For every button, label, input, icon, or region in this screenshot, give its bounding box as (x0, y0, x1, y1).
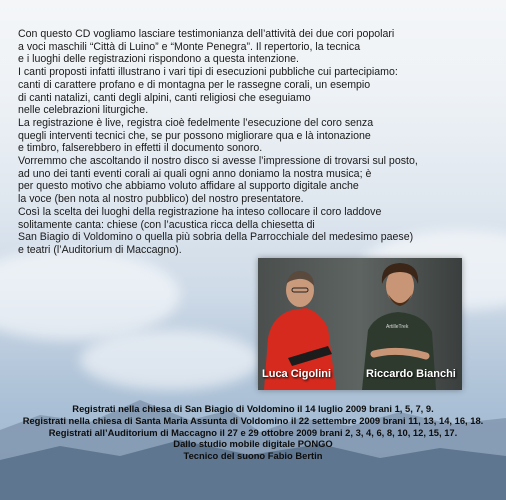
body-line: la voce (ben nota al nostro pubblico) del nostro presentatore. (18, 193, 304, 206)
cloud (0, 250, 180, 340)
body-line: per questo motivo che abbiamo voluto affidare al supporto digitale anche (18, 180, 359, 193)
body-line: I canti proposti infatti illustrano i vari tipi di esecuzioni pubbliche cui partecipiamo: (18, 66, 398, 79)
body-line: La registrazione è live, registra cioè fedelmente l’esecuzione del coro senza (18, 116, 374, 129)
body-line: di canti natalizi, canti degli alpini, canti religiosi che eseguiamo (18, 91, 311, 104)
credit-line: Registrati nella chiesa di San Biagio di Voldomino il 14 luglio 2009 brani 1, 5, 7, 9. (72, 403, 434, 414)
body-line: quegli interventi tecnici che, se pur possono migliorare qua e là intonazione (18, 129, 371, 142)
body-line: Vorremmo che ascoltando il nostro disco si avesse l’impressione di trovarsi sul posto, (18, 155, 418, 168)
shirt-print: ArtilleTrek (386, 324, 409, 330)
body-line: e i luoghi delle registrazioni rispondono a questa intenzione. (18, 53, 299, 66)
body-line: solitamente canta: chiese (con l’acustica ricca della chiesetta di (18, 218, 315, 231)
body-line: Così la scelta dei luoghi della registrazione ha inteso collocare il coro laddove (18, 205, 382, 218)
body-line: e teatri (l’Auditorium di Maccagno). (18, 243, 182, 256)
caption-left: Luca Cigolini (262, 368, 332, 380)
body-line: nelle celebrazioni liturgiche. (18, 104, 149, 117)
body-line: e timbro, falserebbero in effetti il documento sonoro. (18, 142, 263, 155)
body-line: San Biagio di Voldomino o quella più sobria della Parrocchiale del medesimo paese) (18, 231, 414, 244)
body-line: ad uno dei tanti eventi corali ai quali ogni anno doniamo la nostra musica; è (18, 167, 372, 180)
recording-credits (0, 403, 506, 462)
credit-line: Dallo studio mobile digitale PONGO (173, 438, 333, 450)
body-text (18, 28, 496, 257)
body-line: Con questo CD vogliamo lasciare testimonianza dell’attività dei due cori popolari (18, 28, 395, 40)
musicians-photo (258, 258, 462, 390)
credit-line: Registrati all’Auditorium di Maccagno il 27 e 29 ottobre 2009 brani 2, 3, 4, 6, 8, 10, 12, 15, 17. (48, 426, 458, 438)
caption-right: Riccardo Bianchi (366, 368, 456, 380)
credit-line: Registrati nella chiesa di Santa Maria Assunta di Voldomino il 22 settembre 2009 brani 11, 13, 14, 16, 18. (22, 414, 484, 426)
body-line: a voci maschili “Città di Luino” e “Monte Penegra”. Il repertorio, la tecnica (18, 40, 361, 53)
credit-line: Tecnico del suono Fabio Bertin (183, 450, 323, 462)
body-line: canti di carattere profano e di montagna per le rassegne corali, un esempio (18, 78, 371, 91)
